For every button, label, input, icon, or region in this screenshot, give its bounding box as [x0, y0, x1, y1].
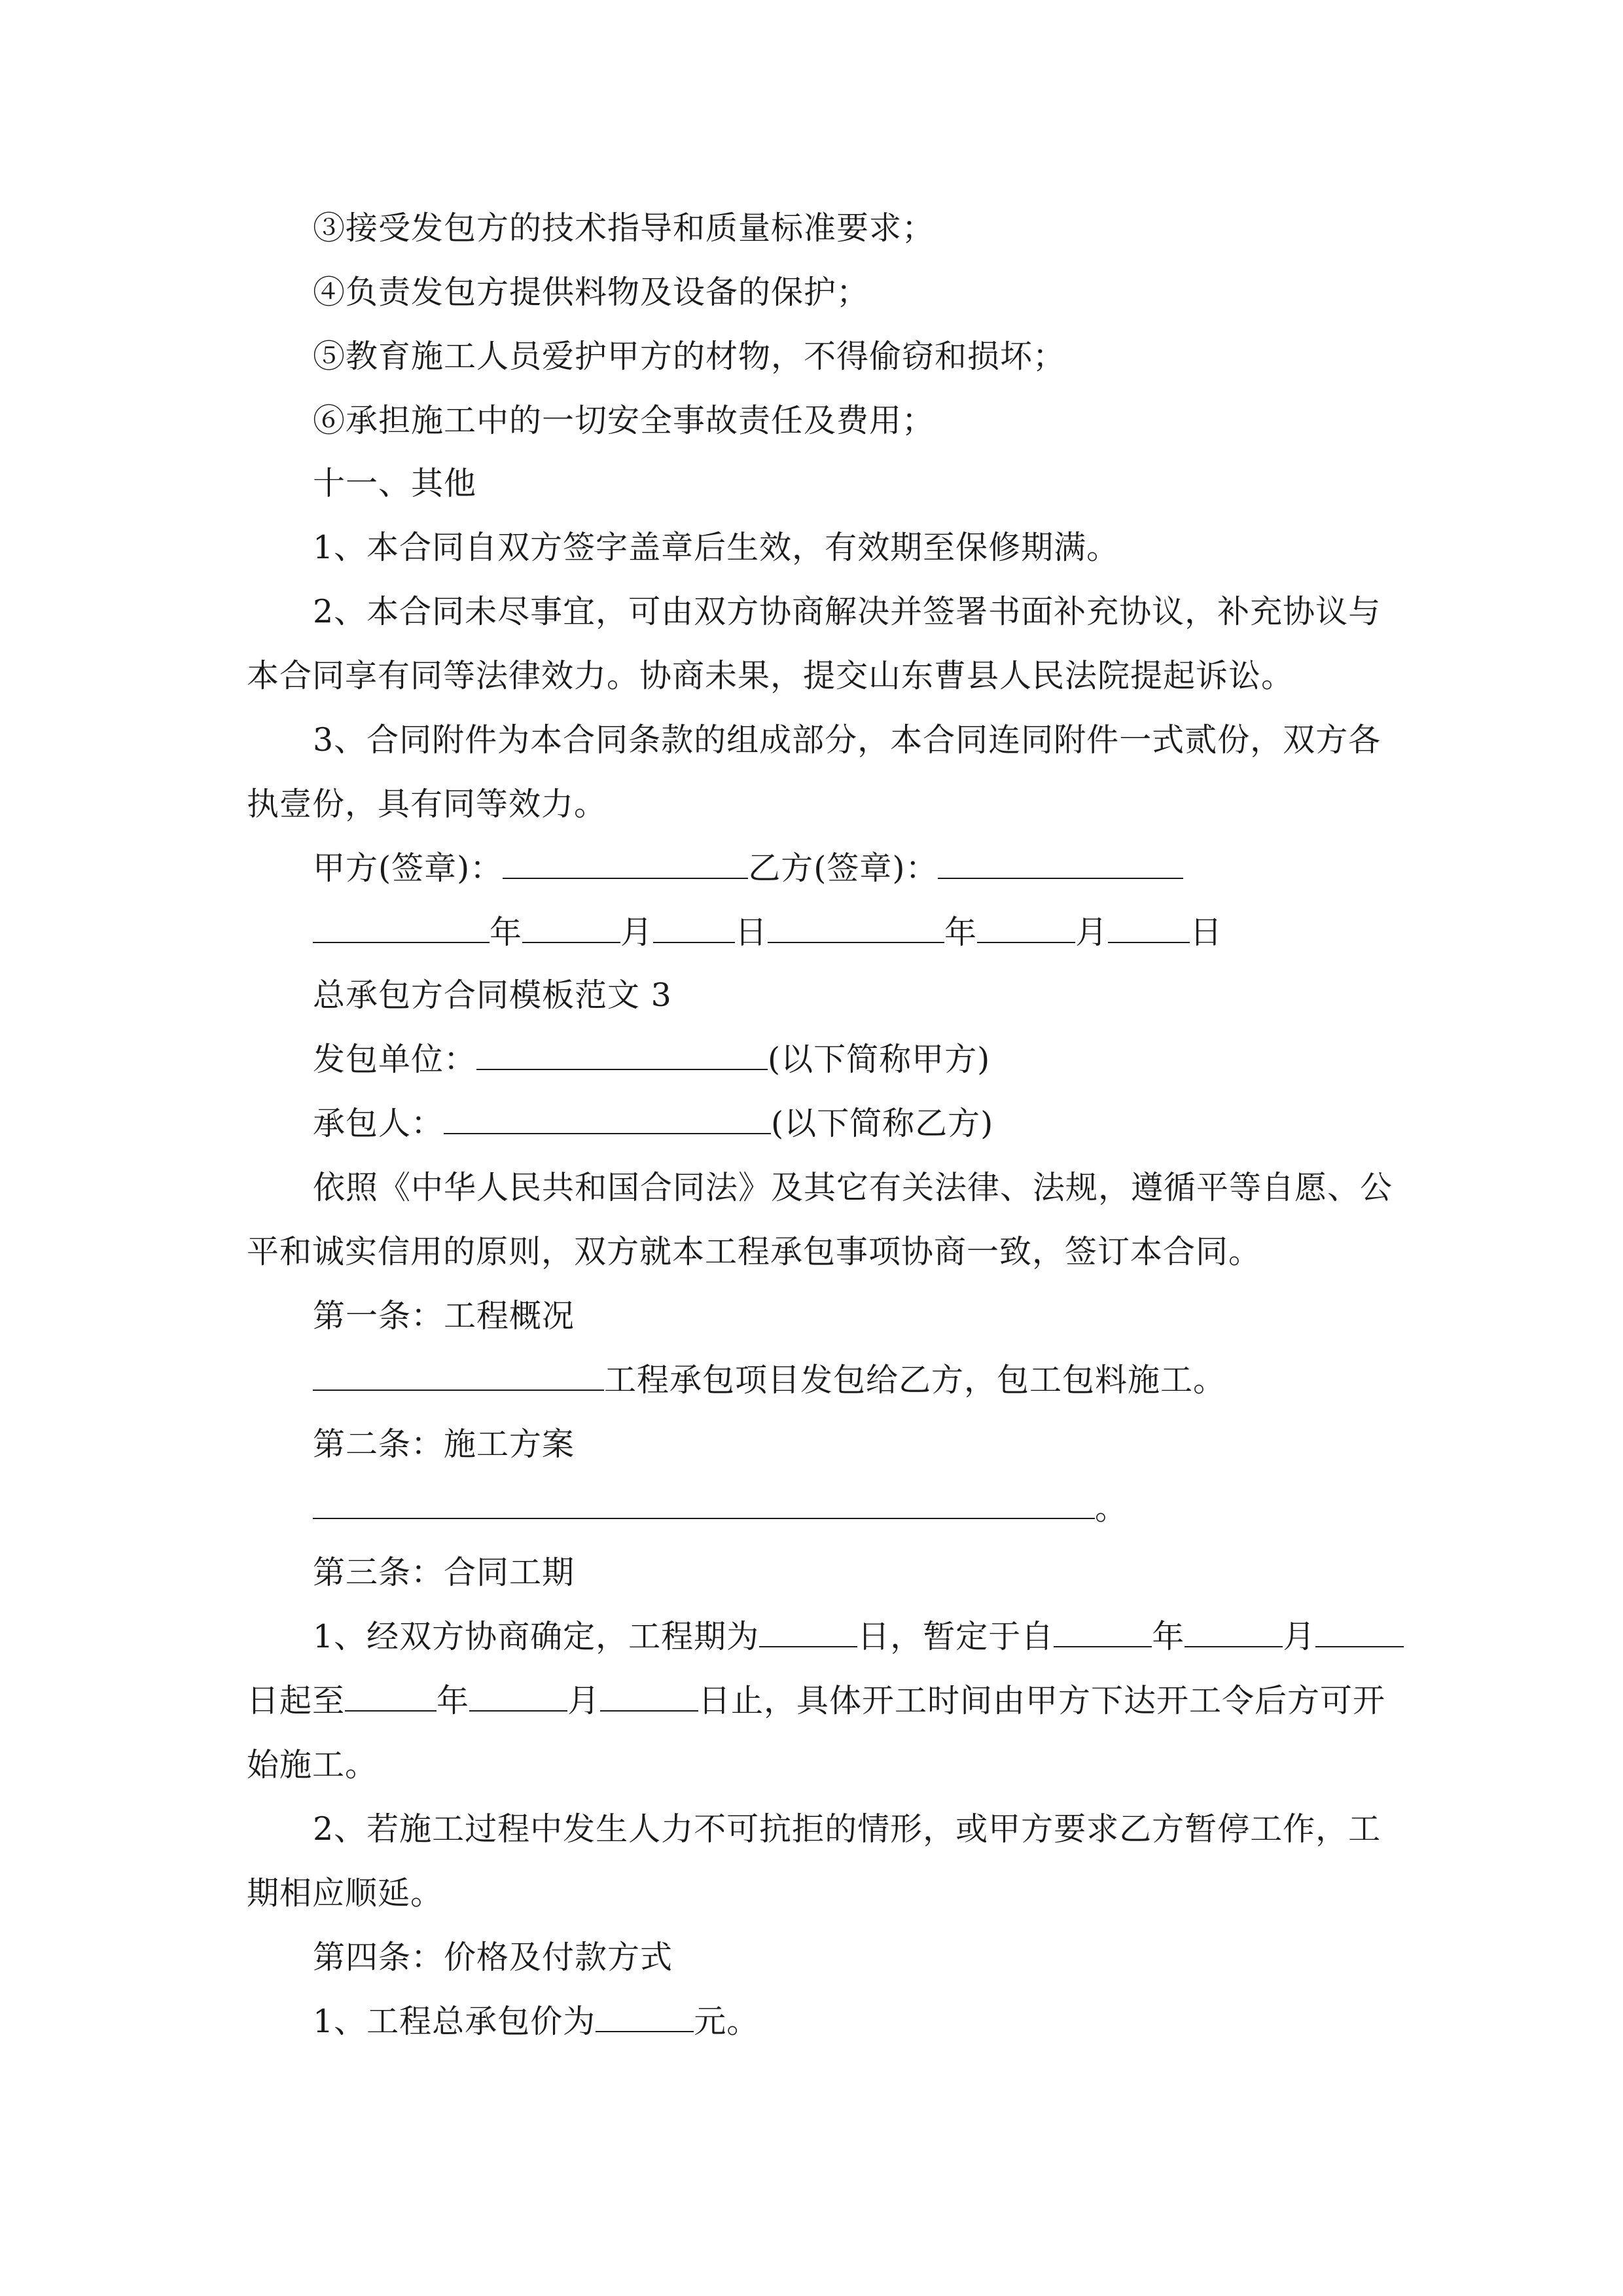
article-3-clause-2-line-2: 期相应顺延。 — [247, 1874, 444, 1912]
article-4-clause-1: 1、工程总承包价为 元。 — [313, 2003, 760, 2040]
total-price-blank — [596, 2002, 694, 2032]
issuer-line — [313, 1040, 990, 1079]
section-11-title: 十一、其他 — [313, 465, 477, 502]
contractor-note: (以下简称乙方) — [771, 1105, 994, 1142]
issuer-blank — [476, 1040, 768, 1070]
section-11-clause-3-line-2: 执壹份，具有同等效力。 — [247, 785, 607, 823]
contractor-blank — [444, 1104, 771, 1134]
contractor-line — [313, 1104, 993, 1143]
article-4-title: 第四条：价格及付款方式 — [313, 1939, 673, 1976]
signature-line — [313, 849, 1183, 888]
date-month-label: 月 — [1075, 914, 1109, 951]
contractor-label: 承包人： — [313, 1105, 444, 1142]
article-2-title: 第二条：施工方案 — [313, 1426, 575, 1463]
party-a-signature-blank — [503, 849, 748, 879]
article-2-text: 。 — [313, 1489, 1128, 1528]
intro-line-2: 平和诚实信用的原则，双方就本工程承包事项协商一致，签订本合同。 — [247, 1233, 1262, 1270]
article-1-text: 工程承包项目发包给乙方，包工包料施工。 — [313, 1361, 1226, 1400]
date-day-label: 日 — [735, 914, 768, 951]
article-3-clause-1-line-2: 日起至 年 月 日止，具体开工时间由甲方下达开工令后方可开 — [247, 1682, 1386, 1719]
section-11-clause-2-line-2: 本合同享有同等法律效力。协商未果，提交山东曹县人民法院提起诉讼。 — [247, 657, 1294, 694]
item-6: ⑥承担施工中的一切安全事故责任及费用； — [313, 402, 935, 439]
section-11-clause-2-line-1: 2、本合同未尽事宜，可由双方协商解决并签署书面补充协议，补充协议与 — [313, 593, 1382, 630]
project-name-blank — [313, 1361, 604, 1391]
item-5: ⑤教育施工人员爱护甲方的材物，不得偷窃和损坏； — [313, 338, 1066, 375]
article-3-clause-1-line-3: 始施工。 — [247, 1746, 378, 1784]
article-3-title: 第三条：合同工期 — [313, 1554, 575, 1591]
section-11-clause-3-line-1: 3、合同附件为本合同条款的组成部分，本合同连同附件一式贰份，双方各 — [313, 721, 1382, 759]
intro-line-1: 依照《中华人民共和国合同法》及其它有关法律、法规，遵循平等自愿、公 — [313, 1169, 1393, 1206]
item-3: ③接受发包方的技术指导和质量标准要求； — [313, 209, 935, 247]
date-year-label: 年 — [944, 914, 978, 951]
issuer-note: (以下简称甲方) — [768, 1041, 991, 1078]
item-4: ④负责发包方提供料物及设备的保护； — [313, 274, 870, 311]
contract-3-title: 总承包方合同模板范文 3 — [313, 977, 672, 1014]
article-3-clause-1-line-1: 1、经双方协商确定，工程期为 日，暂定于自 年 月 — [313, 1617, 1404, 1657]
signature-date-line — [313, 913, 1222, 952]
date-year-label: 年 — [490, 914, 523, 951]
party-a-signature-label: 甲方(签章)： — [313, 850, 503, 887]
date-month-label: 月 — [620, 914, 654, 951]
date-day-label: 日 — [1190, 914, 1223, 951]
article-1-title: 第一条：工程概况 — [313, 1297, 575, 1335]
party-b-signature-label: 乙方(签章)： — [748, 850, 938, 887]
party-b-signature-blank — [938, 849, 1183, 879]
issuer-label: 发包单位： — [313, 1041, 477, 1078]
article-3-clause-2-line-1: 2、若施工过程中发生人力不可抗拒的情形，或甲方要求乙方暂停工作，工 — [313, 1810, 1382, 1848]
section-11-clause-1: 1、本合同自双方签字盖章后生效，有效期至保修期满。 — [313, 529, 1120, 566]
construction-plan-blank — [313, 1489, 1095, 1519]
